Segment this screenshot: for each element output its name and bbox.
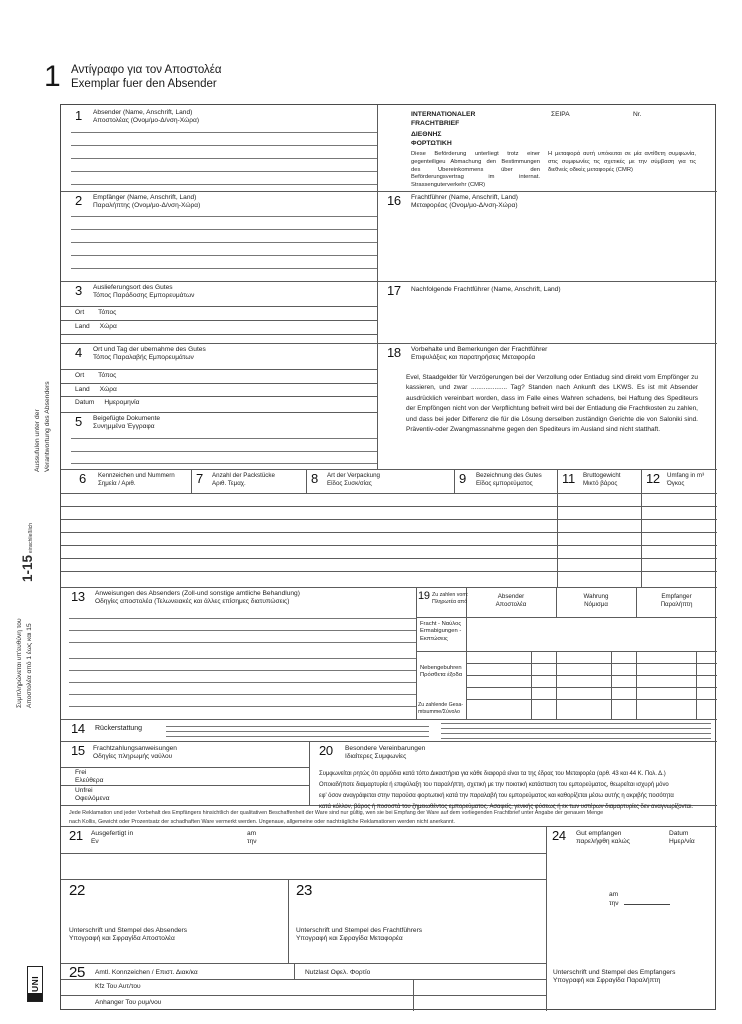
rule-line <box>288 879 289 963</box>
rule-line <box>309 741 310 805</box>
rule-line <box>556 651 557 719</box>
field20-agreement-text <box>319 769 693 813</box>
rule-line <box>166 736 429 737</box>
field19-row-fracht <box>420 621 461 643</box>
field2-label <box>93 194 200 211</box>
rule-line <box>69 694 416 695</box>
text-line: Beigefügte Dokumente <box>93 415 161 422</box>
field18-number: 18 <box>387 345 401 360</box>
field15-unfrei-label <box>75 787 110 804</box>
text-line: mtsumme/Σύνολο <box>418 708 460 715</box>
text-line: Ort <box>75 372 85 379</box>
col8-label <box>327 472 380 488</box>
text-line: Επιφυλάξεις και παρατηρήσεις Μεταφορέα <box>411 354 536 362</box>
rule-line <box>61 558 717 559</box>
rule-line <box>61 469 717 470</box>
rule-line <box>441 723 711 724</box>
text-line: am <box>247 830 257 837</box>
text-line: ΔΙΕΘΝΗΣ <box>411 131 442 138</box>
rule-line <box>69 630 416 631</box>
field2-number: 2 <box>75 193 82 208</box>
text-line: Frachtführer (Name, Anschrift, Land) <box>411 194 519 201</box>
rule-line <box>71 145 377 146</box>
text-line: κατά κόλλον, βάρος ή ποσοστά του ζημειωθέντος εμπορεύματος. Ασαφείς, γενικής φύσεως ή εκ των υστέρων διαμαρτυρίες δεν αναγνωρίζονται. <box>319 803 693 810</box>
field4-label <box>93 346 206 363</box>
text-line: Υπογραφή και Σφραγίδα Παραλήπτη <box>553 977 661 985</box>
field13-label <box>95 590 300 607</box>
copy-title-de: Exemplar fuer den Absender <box>71 78 217 91</box>
text-line: Jede Reklamation und jeder Vorbehalt des Empfängers hinsichtlich der qualitativen Beschaffenheit der Ware sind nur gültig, wen sie bei Empfang der Ware auf dem vorliegenden Frachtbrief unter Angabe der genauen Menge <box>69 810 604 816</box>
text-line: Frachtzahlungsanweisungen <box>93 745 177 752</box>
text-line: Frei <box>75 769 87 776</box>
text-line: Art der Verpackung <box>327 472 380 479</box>
margin-note-greek-line2: Αποστολέα από 1 έως και 15 <box>25 623 33 708</box>
text-line: Είδος Συσκ/σίας <box>327 479 372 487</box>
rule-line <box>466 687 717 688</box>
text-line: Ermabigungen - <box>420 628 462 635</box>
field17-label: Nachfolgende Frachtführer (Name, Anschrift, Land) <box>411 286 561 293</box>
text-line: nach Kollis, Gewicht oder Prozentsatz der schadhaften Ware vermerkt werden. Ungenaue, allgemeine oder nachträgliche Reklamationen werden nicht anerkannt. <box>69 818 456 825</box>
text-line: Unterschrift und Stempel des Empfangers <box>553 969 676 976</box>
col7-label <box>212 472 275 488</box>
field20-number: 20 <box>319 743 333 758</box>
field24-am-label <box>609 891 670 909</box>
rule-line <box>69 618 416 619</box>
field4-ort-label <box>75 372 116 380</box>
rule-line <box>61 412 377 413</box>
text-line: Fracht - Ναύλος <box>420 621 462 627</box>
rule-line <box>61 519 717 520</box>
text-line: Συμφωνείται ρητώς ότι αρμόδια κατά τόπο Δικαστήρια για κάθε διαφορά είναι τα της έδρας του Μεταφορέα (αρθ. 43 και 44 Κ. Πολ. Δ.) <box>319 771 666 777</box>
rule-line <box>546 826 547 1011</box>
text-line: Datum <box>669 830 689 837</box>
field15-frei-label <box>75 769 103 786</box>
rule-line <box>61 963 546 964</box>
text-line: Besondere Vereinbarungen <box>345 745 426 752</box>
text-line: παρελήφθη καλώς <box>576 838 630 846</box>
col9-number: 9 <box>459 471 466 486</box>
field18-remarks-text: Evel, Staadgelder für Verzögerungen bei der Verzollung oder Entladug sind direkt vom Empfönger zu kassieren, und zwar .................... Tag? Standen nach Ankunft des LKWS. Es ist mit Absender ausdrücklich vereinbart worden, dass im Falle eines Wahren schadens, bei Haftung des Spediteurs der Empföngen nicht von der Verpflichtung befreit wird bei der Entladung die Frachtkosten zu zahlen, und dass bei jeder Differenz die für die Lösung derselben zuständign Gerichte die von Saloniki sind. Präventiv-oder Zwangmassnahme gegen den Spediteurs im Ausland sind nicht statthaft. <box>406 374 698 434</box>
rule-line <box>71 184 377 185</box>
rule-line <box>61 995 546 996</box>
col12-number: 12 <box>646 471 660 486</box>
field25-anhaenger-label: Anhanger Του ρυμ/νου <box>95 999 162 1006</box>
field23-signature-label <box>296 927 422 944</box>
rule-line <box>71 132 377 133</box>
field22-signature-label <box>69 927 187 944</box>
text-line: INTERNATIONALER <box>411 111 476 118</box>
text-line: Είδος εμπορεύματος <box>476 479 533 487</box>
rule-line <box>71 451 377 452</box>
text-line: Παραλήπτη <box>660 600 693 608</box>
text-line: Land <box>75 386 90 393</box>
rule-line <box>71 242 377 243</box>
rule-line <box>61 343 717 344</box>
col12-label <box>667 472 704 488</box>
text-line: Τόπος <box>98 309 117 316</box>
rule-line <box>69 682 416 683</box>
field25-label: Amtl. Konnzeichen / Επιστ. Διακ/κα <box>95 969 198 976</box>
field22-number: 22 <box>69 882 86 899</box>
rule-line <box>61 334 377 335</box>
rule-line <box>636 651 637 719</box>
text-line: Empfanger <box>661 593 692 600</box>
text-line: Nebengebuhren <box>420 665 462 671</box>
rule-line <box>441 728 711 729</box>
field4-datum-label <box>75 399 139 407</box>
text-line: Αποστολέα <box>495 600 527 608</box>
text-line: Zu zahlende Gesa- <box>418 702 464 708</box>
rule-line <box>61 571 717 572</box>
margin-note-greek-line1: Συμπληρώνεται υπ'ευθύνη του <box>16 618 23 708</box>
rule-line <box>531 651 532 719</box>
text-line: Anzahl der Packstücke <box>212 472 275 479</box>
rule-line <box>71 255 377 256</box>
text-line: Πρόσθετα έξοδα <box>420 672 463 679</box>
field1-number: 1 <box>75 108 82 123</box>
field19-col-waehrung <box>556 593 636 609</box>
rule-line <box>71 158 377 159</box>
rule-line <box>611 651 612 719</box>
text-line: Ημερ/νία <box>669 838 695 846</box>
field23-number: 23 <box>296 882 313 899</box>
col11-number: 11 <box>562 471 575 486</box>
rule-line <box>466 663 717 664</box>
field20-label <box>345 745 425 762</box>
col11-label <box>583 472 621 488</box>
field19-col-absender <box>466 593 556 609</box>
field19-row-nebengebuehren <box>420 665 462 680</box>
intl-title-greek <box>411 131 452 148</box>
text-line: Unterschrift und Stempel des Absenders <box>69 927 188 934</box>
field17-number: 17 <box>387 283 401 298</box>
margin-note-german-line1: Aussufulen unter der <box>34 409 41 472</box>
field21-label <box>91 830 133 847</box>
rule-line <box>61 506 717 507</box>
field13-number: 13 <box>71 589 85 604</box>
rule-line <box>71 463 377 464</box>
field24-signature-label <box>553 969 675 986</box>
form-body <box>60 104 716 1010</box>
margin-range-suffix: einschließlich <box>28 523 34 554</box>
text-line: Τόπος Παραλαβής Εμπορευμάτων <box>93 354 194 362</box>
text-line: Εκπτώσεις <box>420 635 448 642</box>
rule-line <box>61 320 377 321</box>
field16-number: 16 <box>387 193 401 208</box>
field19-label <box>432 592 468 606</box>
text-line: Ιδιαίτερες Συμφωνίες <box>345 753 407 761</box>
copy-title <box>71 63 222 92</box>
field25-number: 25 <box>69 964 86 981</box>
text-line: Τόπος Παράδοσης Εμπορευμάτων <box>93 292 195 300</box>
rule-line <box>69 642 416 643</box>
text-line: Gut empfangen <box>576 830 622 837</box>
rule-line <box>69 658 416 659</box>
rule-line <box>61 979 546 980</box>
text-line: Anweisungen des Absenders (Zoll-und sonstige amtliche Behandlung) <box>95 590 300 597</box>
text-line: Εν <box>91 838 99 846</box>
intl-title <box>411 111 475 128</box>
text-line: Ελεύθερα <box>75 777 104 785</box>
field24-date-line <box>624 899 670 905</box>
field5-label <box>93 415 160 432</box>
text-line: Ort und Tag der ubernahme des Gutes <box>93 346 206 353</box>
text-line: Παραλήπτης (Ονομ/μο-Δ/νση-Χώρα) <box>93 202 201 210</box>
text-line: Όγκος <box>667 479 685 487</box>
col6-label <box>98 472 175 488</box>
text-line: Χώρα <box>99 323 117 330</box>
field4-land-label <box>75 386 117 394</box>
text-line: am <box>609 891 619 898</box>
field3-ort-label <box>75 309 116 317</box>
number-label: Nr. <box>633 111 642 118</box>
rule-line <box>166 731 429 732</box>
field24-number: 24 <box>552 828 566 843</box>
col7-number: 7 <box>196 471 203 486</box>
field5-number: 5 <box>75 414 82 429</box>
text-line: Unfrei <box>75 787 93 794</box>
field19-number: 19 <box>418 590 430 602</box>
rule-line <box>166 726 429 727</box>
text-line: FRACHTBRIEF <box>411 119 460 127</box>
field3-number: 3 <box>75 283 82 298</box>
text-line: Οποιαδήποτε διαμαρτυρία ή επιφύλαξη του παραλήπτη, σχετική με την ποιοτική κατάσταση του εμπορεύματος, θεωρείται ισχυρή μόνο <box>319 781 669 788</box>
uni-logo-bar <box>28 993 42 1001</box>
rule-line <box>377 105 378 469</box>
col8-number: 8 <box>311 471 318 486</box>
field21-am-label <box>247 830 257 847</box>
text-line: Πληρωτέα από <box>432 598 468 605</box>
field19-col-empfaenger <box>636 593 717 609</box>
rule-line <box>61 493 717 494</box>
text-line: Land <box>75 323 90 330</box>
rule-line <box>71 438 377 439</box>
text-line: Bezeichnung des Gutes <box>476 472 542 479</box>
text-line: Absender <box>497 593 525 600</box>
text-line: Μεταφορέας (Ονομ/μο-Δ/νση-Χώρα) <box>411 202 518 210</box>
field15-label <box>93 745 177 762</box>
field14-label: Rückerstattung <box>95 725 143 732</box>
rule-line <box>413 979 414 1011</box>
text-line <box>609 899 670 908</box>
rule-line <box>69 706 416 707</box>
rule-line <box>61 545 717 546</box>
text-line: Αποστολέας (Ονομ/μο-Δ/νση-Χώρα) <box>93 117 200 125</box>
text-line: Ausgefertigt in <box>91 830 134 837</box>
rule-line <box>416 587 417 719</box>
text-line: Absender (Name, Anschrift, Land) <box>93 109 193 116</box>
text-line: την <box>247 838 257 846</box>
field18-label <box>411 346 547 363</box>
margin-range-number: 1-15 <box>20 554 35 582</box>
text-line: Auslieferungsort des Gutes <box>93 284 173 291</box>
rule-line <box>61 306 377 307</box>
field19-row-gesamtsumme <box>418 702 463 716</box>
field3-label <box>93 284 194 301</box>
text-line: Wahrung <box>583 593 609 600</box>
rule-line <box>466 699 717 700</box>
rule-line <box>696 651 697 719</box>
text-line: Μικτό βάρος <box>583 479 618 487</box>
text-line: Τόπος <box>98 372 117 379</box>
text-line: Αριθ. Τεμαχ. <box>212 479 246 487</box>
rule-line <box>61 191 717 192</box>
rule-line <box>416 617 717 618</box>
rule-line <box>61 879 546 880</box>
rule-line <box>61 853 546 854</box>
field21-number: 21 <box>69 828 83 843</box>
text-line: Υπογραφή και Σφραγίδα Αποστολέα <box>69 935 175 943</box>
rule-line <box>61 369 377 370</box>
text-line: Συνημμένα Έγγραφα <box>93 423 155 431</box>
rule-line <box>61 587 717 588</box>
rule-line <box>71 229 377 230</box>
uni-logo <box>27 966 43 1002</box>
rule-line <box>454 469 455 493</box>
text-line: Υπογραφή και Σφραγίδα Μεταφορέα <box>296 935 403 943</box>
col6-number: 6 <box>79 471 86 486</box>
rule-line <box>61 396 377 397</box>
field14-number: 14 <box>71 721 85 736</box>
text-line: Ημερομηνία <box>104 399 140 406</box>
rule-line <box>71 268 377 269</box>
text-line: Vorbehalte und Bemerkungen der Frachtführer <box>411 346 548 353</box>
rule-line <box>641 469 642 587</box>
text-line: Οδηγίες αποστολέα (Τελωνειακές και άλλες επίσημες διατυπώσεις) <box>95 598 290 606</box>
rule-line <box>61 785 309 786</box>
rule-line <box>71 171 377 172</box>
text-line: ΦΟΡΤΩΤΙΚΗ <box>411 139 452 147</box>
text-line: Bruttogewicht <box>583 472 621 479</box>
text-line: Datum <box>75 399 95 406</box>
field24-label <box>576 830 630 847</box>
rule-line <box>441 738 711 739</box>
text-line: Kennzeichen und Nummern <box>98 472 175 479</box>
field25-nutzlast-label: Nutzlast Οφελ. Φορτίο <box>305 969 371 976</box>
margin-range <box>18 523 38 582</box>
series-label: ΣΕΙΡΑ <box>551 111 570 118</box>
rule-line <box>416 651 717 652</box>
text-line: Νόμισμα <box>584 600 608 608</box>
legal-fine-print <box>69 809 603 826</box>
rule-line <box>61 767 309 768</box>
text-line: εφ' όσον αναγράφεται στην παρούσα φορτωτική κατά την παραλαβή του εμπορεύματος και καθορίζεται μέσω αυτής η ακριβής ποσότητα <box>319 792 674 799</box>
text-line: Οδηγίες πληρωμής ναύλου <box>93 753 173 761</box>
rule-line <box>61 383 377 384</box>
field25-kfz-label: Kfz Του Αυτ/του <box>95 983 141 990</box>
cmr-clause-german: Diese Beförderung unterliegt trotz einer gegenteiligeu Abmachung den Bestimmungen des Ubereinkommens über den Beförderungsvertrag im internat. Strassenguterverkehr (CMR) <box>411 151 540 189</box>
field3-land-label <box>75 323 117 331</box>
text-line: την <box>609 900 619 908</box>
rule-line <box>191 469 192 493</box>
margin-note-german-line2: Verantwortung des Absenders <box>43 381 51 472</box>
uni-logo-text: UNI <box>30 975 40 992</box>
cmr-clause-greek: Η μεταφορά αυτή υπόκειται σε μία αντίθετη συμφωνία, στις συμφωνίες τις σχετικές με την σύμβαση για τις διεθνείς οδικές μεταφορές (CMR) <box>548 151 696 173</box>
rule-line <box>61 719 717 720</box>
text-line: Οφειλόμενα <box>75 795 110 803</box>
rule-line <box>61 281 717 282</box>
col9-label <box>476 472 542 488</box>
text-line: Χώρα <box>99 386 117 393</box>
copy-title-el: Αντίγραφο για τον Αποστολέα <box>71 64 222 76</box>
rule-line <box>306 469 307 493</box>
field1-label <box>93 109 199 126</box>
copy-number: 1 <box>44 60 61 93</box>
margin-note-greek <box>15 618 34 708</box>
rule-line <box>294 963 295 979</box>
rule-line <box>69 670 416 671</box>
rule-line <box>557 469 558 587</box>
rule-line <box>61 741 717 742</box>
text-line: Unterschrift und Stempel des Frachtführers <box>296 927 423 934</box>
margin-note-german <box>33 381 53 472</box>
field15-number: 15 <box>71 743 85 758</box>
text-line: Zu zahlen vom: <box>432 592 469 598</box>
field24-datum-label <box>669 830 695 847</box>
rule-line <box>441 733 711 734</box>
text-line: Umfang in m³ <box>667 472 705 479</box>
rule-line <box>61 532 717 533</box>
field16-label <box>411 194 518 211</box>
rule-line <box>71 216 377 217</box>
rule-line <box>466 675 717 676</box>
field4-number: 4 <box>75 345 82 360</box>
text-line: Σημεία / Αριθ. <box>98 479 136 487</box>
text-line: Empfänger (Name, Anschrift, Land) <box>93 194 197 201</box>
text-line: Ort <box>75 309 85 316</box>
